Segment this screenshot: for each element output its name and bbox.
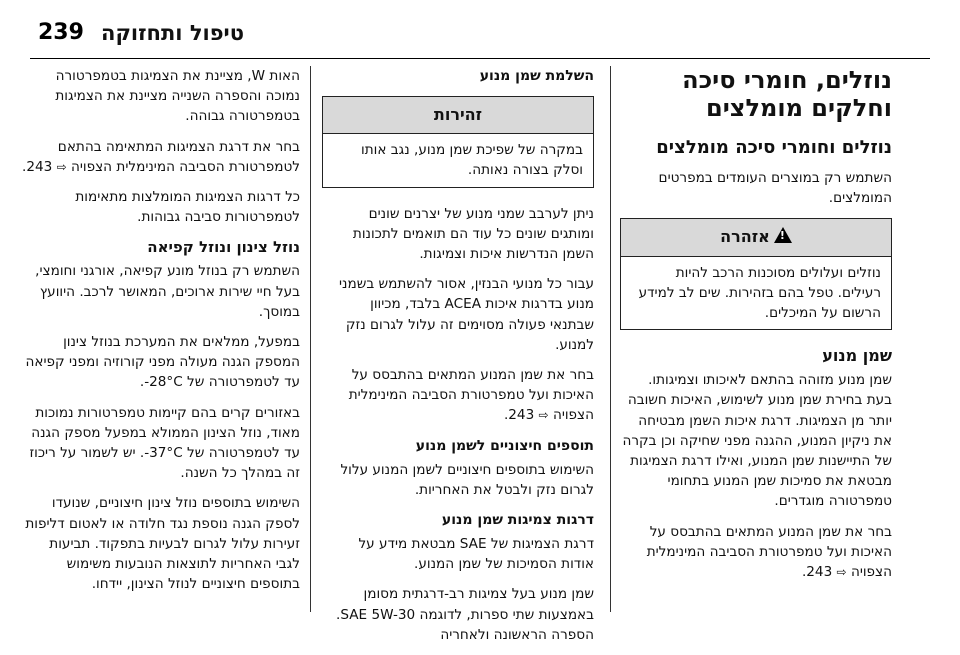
subsection-title: נוזלים וחומרי סיכה מומלצים: [656, 137, 892, 158]
viscosity-continued-paragraph: האות W, מציינת את הצמיגות בטמפרטורה נמוכה והספרה השנייה מציינת את הצמיגות בטמפרטורה גבוהה.: [55, 68, 300, 125]
left-column: [22, 66, 300, 604]
viscosity-multigrade-paragraph: שמן מנוע בעל צמיגות רב-דרגתית מסומן באמצעות שתי ספרות, לדוגמה SAE 5W-30. הספרה הראשונה ולאחריה: [336, 586, 594, 643]
coolant-paragraph-3: באזורים קרים בהם קיימות טמפרטורות נמוכות מאוד, נוזל הצינון הממולא במפעל מספק הגנה עד לטמפרטורה של ‎-37°C. יש לשמור על ריכוז זה במהלך כל השנה.: [29, 404, 300, 482]
topping-oil-label: השלמת שמן מנוע: [479, 68, 594, 84]
viscosity-heading: דרגות צמיגות שמן מנוע: [441, 512, 594, 529]
viscosity-paragraph: דרגת הצמיגות של SAE מבטאת מידע על אודות הסמיכות של שמן המנוע.: [358, 536, 594, 573]
coolant-paragraph-4: השימוש בתוספים נוזל צינון חיצוניים, שנועדו לספק הגנה נוספת נגד חלודה או לאטום דליפות זעירות עלול לגרום לבעיות בתפקוד. תביעות לגבי האחריות לתוצאות הנובעות משימוש בתוספים חיצוניים לנוזל הצינון, יידחו.: [25, 495, 300, 593]
warning-triangle-icon: [774, 227, 792, 243]
coolant-paragraph-2: במפעל, ממלאים את המערכת בנוזל צינון המספק הגנה מעולה מפני קורוזיה ומפני קפיאה עד לטמפרטורה של ‎-28°C.: [25, 334, 300, 391]
coolant-heading: נוזל צינון ונוזל קפיאה: [147, 238, 300, 257]
page-ref-arrow-icon: ⇨: [56, 159, 67, 174]
caution-header: זהירות: [323, 97, 593, 134]
section-title: נוזלים, חומרי סיכה וחלקים מומלצים: [682, 66, 892, 122]
right-column: [620, 66, 892, 592]
running-title: טיפול ותחזוקה: [101, 21, 244, 45]
coolant-paragraph-1: השתמש רק בנוזל מונע קפיאה, אורגני וחומצי, בעל חיי שירות ארוכים, המאושר לרכב. היוועץ במוסך.: [35, 263, 300, 320]
high-temp-paragraph: כל דרגות הצמיגות המומלצות מתאימות לטמפרטורות סביבה גבוהות.: [75, 189, 300, 226]
page-number: 239: [38, 20, 84, 45]
page-ref: 243: [806, 564, 833, 581]
acea-paragraph: עבור כל מנועי הבנזין, אסור להשתמש בשמני מנוע בדרגות איכות ACEA בלבד, מכיוון שבתנאי פעולה מסוימים זה עלול לגרום נזק למנוע.: [339, 276, 594, 353]
engine-oil-heading: שמן מנוע: [822, 346, 892, 366]
mixing-paragraph: ניתן לערבב שמני מנוע של יצרנים שונים ומותגים שונים כל עוד הם תואמים לתכונות השמן הנדרשות איכות וצמיגות.: [352, 205, 594, 263]
additives-paragraph: השימוש בתוספים חיצוניים לשמן המנוע עלול לגרום נזק ולבטל את האחריות.: [340, 461, 594, 498]
column-divider: [310, 66, 311, 612]
warning-header: [621, 219, 891, 256]
viscosity-select-paragraph: בחר את דרגת הצמיגות המתאימה בהתאם לטמפרטורת הסביבה המינימלית הצפויה ⇨ 243.: [22, 138, 300, 175]
header-rule: [30, 58, 930, 59]
page-ref: 243: [26, 158, 53, 175]
additives-heading: תוספים חיצוניים לשמן מנוע: [415, 437, 594, 454]
engine-oil-paragraph: שמן מנוע מזוהה בהתאם לאיכותו וצמיגותו. בעת בחירת שמן מנוע לשימוש, האיכות חשובה יותר מן הצמיגות. דרגת איכות השמן מבטיחה את ניקיון המנוע, ההגנה מפני שחיקה וכן בקרה של התיישנות שמן המנוע, ואילו דרגת הצמיגות מבטאת את סמיכות שמן המנוע בתחומי טמפרטורה מוגדרים.: [622, 372, 892, 510]
select-paragraph: בחר את שמן המנוע המתאים בהתבסס על האיכות ועל טמפרטורת הסביבה המינימלית הצפויה ⇨ 243.: [348, 367, 594, 424]
warning-title: אזהרה: [720, 227, 770, 247]
warning-text: נוזלים ועלולים מסוכנות הרכב להיות רעילים. טפל בהם בזהירות. שים לב למידע הרשום על המיכלים.: [638, 264, 881, 322]
engine-oil-selection-paragraph: בחר את שמן המנוע המתאים בהתבסס על האיכות ועל טמפרטורת הסביבה המינימלית הצפויה ⇨ 243.: [646, 523, 892, 581]
column-divider: [610, 66, 611, 612]
page-ref-arrow-icon: ⇨: [538, 408, 549, 423]
page-ref-arrow-icon: ⇨: [836, 565, 847, 580]
intro-paragraph: השתמש רק במוצרים העומדים במפרטים המומלצים.: [658, 170, 892, 207]
caution-text: במקרה של שפיכת שמן מנוע, נגב אותו וסלק בצורה נאותה.: [361, 142, 583, 179]
middle-column: [322, 66, 594, 655]
caution-box: [322, 96, 594, 188]
page-header: [0, 0, 960, 56]
page-ref: 243: [508, 407, 535, 424]
warning-box: [620, 218, 892, 330]
